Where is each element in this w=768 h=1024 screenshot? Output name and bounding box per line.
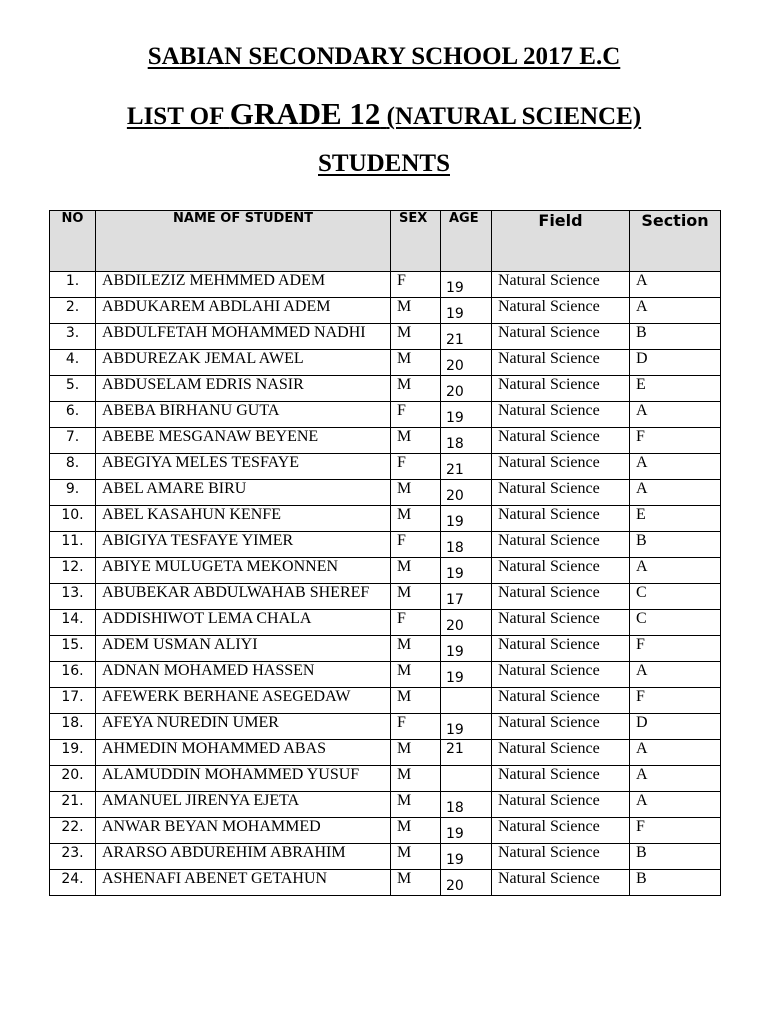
table-row [50, 792, 721, 818]
student-field: Natural Science [492, 376, 630, 402]
student-name: ABDUREZAK JEMAL AWEL [96, 350, 391, 376]
student-field: Natural Science [492, 454, 630, 480]
student-section: F [630, 428, 721, 454]
student-sex: M [391, 662, 441, 688]
student-age: 19 [441, 272, 492, 298]
table-body [50, 272, 721, 896]
student-age: 20 [441, 350, 492, 376]
student-age: 19 [441, 714, 492, 740]
student-field: Natural Science [492, 506, 630, 532]
student-field: Natural Science [492, 636, 630, 662]
student-sex: F [391, 610, 441, 636]
student-table [49, 210, 721, 896]
row-number: 11. [50, 532, 96, 558]
student-name: ABIYE MULUGETA MEKONNEN [96, 558, 391, 584]
student-field: Natural Science [492, 766, 630, 792]
student-age: 17 [441, 584, 492, 610]
student-name: AFEWERK BERHANE ASEGEDAW [96, 688, 391, 714]
student-name: ABUBEKAR ABDULWAHAB SHEREF [96, 584, 391, 610]
student-field: Natural Science [492, 272, 630, 298]
student-name: ARARSO ABDUREHIM ABRAHIM [96, 844, 391, 870]
student-age: 19 [441, 844, 492, 870]
student-name: ADNAN MOHAMED HASSEN [96, 662, 391, 688]
student-age: 21 [441, 740, 492, 766]
student-field: Natural Science [492, 298, 630, 324]
student-name: ABDUSELAM EDRIS NASIR [96, 376, 391, 402]
student-field: Natural Science [492, 350, 630, 376]
student-name: ABEGIYA MELES TESFAYE [96, 454, 391, 480]
table-row [50, 636, 721, 662]
row-number: 15. [50, 636, 96, 662]
row-number: 14. [50, 610, 96, 636]
student-field: Natural Science [492, 584, 630, 610]
table-row [50, 610, 721, 636]
student-name: AMANUEL JIRENYA EJETA [96, 792, 391, 818]
row-number: 12. [50, 558, 96, 584]
row-number: 21. [50, 792, 96, 818]
student-sex: M [391, 688, 441, 714]
table-header-row [50, 211, 721, 272]
table-row [50, 766, 721, 792]
header-field: Field [492, 211, 630, 272]
student-age: 19 [441, 298, 492, 324]
student-name: ANWAR BEYAN MOHAMMED [96, 818, 391, 844]
student-sex: M [391, 870, 441, 896]
student-section: D [630, 350, 721, 376]
student-name: ABEBE MESGANAW BEYENE [96, 428, 391, 454]
student-age: 18 [441, 532, 492, 558]
student-section: C [630, 610, 721, 636]
student-field: Natural Science [492, 818, 630, 844]
header-sex: SEX [391, 211, 441, 272]
row-number: 7. [50, 428, 96, 454]
student-section: D [630, 714, 721, 740]
row-number: 24. [50, 870, 96, 896]
student-age: 19 [441, 662, 492, 688]
row-number: 3. [50, 324, 96, 350]
stream-label: (NATURAL SCIENCE) [386, 103, 642, 130]
student-name: ABDILEZIZ MEHMMED ADEM [96, 272, 391, 298]
table-row [50, 870, 721, 896]
student-age: 19 [441, 558, 492, 584]
table-row [50, 298, 721, 324]
student-sex: M [391, 298, 441, 324]
student-section: B [630, 532, 721, 558]
row-number: 22. [50, 818, 96, 844]
table-row [50, 506, 721, 532]
student-sex: F [391, 532, 441, 558]
row-number: 1. [50, 272, 96, 298]
student-sex: M [391, 740, 441, 766]
table-row [50, 584, 721, 610]
student-section: F [630, 636, 721, 662]
student-age: 20 [441, 610, 492, 636]
student-section: A [630, 454, 721, 480]
row-number: 2. [50, 298, 96, 324]
student-field: Natural Science [492, 844, 630, 870]
student-name: ABEBA BIRHANU GUTA [96, 402, 391, 428]
student-age: 19 [441, 402, 492, 428]
row-number: 6. [50, 402, 96, 428]
student-field: Natural Science [492, 428, 630, 454]
row-number: 4. [50, 350, 96, 376]
student-field: Natural Science [492, 610, 630, 636]
row-number: 20. [50, 766, 96, 792]
table-row [50, 376, 721, 402]
student-sex: M [391, 792, 441, 818]
student-name: ABEL KASAHUN KENFE [96, 506, 391, 532]
grade-label: GRADE 12 [229, 96, 381, 131]
list-prefix: LIST OF [126, 103, 224, 130]
table-row [50, 714, 721, 740]
table-row [50, 818, 721, 844]
student-name: ABIGIYA TESFAYE YIMER [96, 532, 391, 558]
student-name: ABDULFETAH MOHAMMED NADHI [96, 324, 391, 350]
student-section: A [630, 740, 721, 766]
table-row [50, 402, 721, 428]
row-number: 16. [50, 662, 96, 688]
student-age: 19 [441, 818, 492, 844]
student-field: Natural Science [492, 480, 630, 506]
student-field: Natural Science [492, 558, 630, 584]
row-number: 8. [50, 454, 96, 480]
table-row [50, 324, 721, 350]
student-sex: M [391, 558, 441, 584]
header-section: Section [630, 211, 721, 272]
student-section: E [630, 376, 721, 402]
row-number: 19. [50, 740, 96, 766]
student-sex: M [391, 376, 441, 402]
student-sex: M [391, 428, 441, 454]
student-section: A [630, 662, 721, 688]
student-age: 20 [441, 480, 492, 506]
student-sex: M [391, 818, 441, 844]
student-sex: M [391, 766, 441, 792]
student-section: C [630, 584, 721, 610]
student-section: A [630, 792, 721, 818]
student-age: 21 [441, 454, 492, 480]
header-no: NO [50, 211, 96, 272]
student-sex: M [391, 584, 441, 610]
student-name: ADDISHIWOT LEMA CHALA [96, 610, 391, 636]
table-row [50, 454, 721, 480]
student-name: ABEL AMARE BIRU [96, 480, 391, 506]
student-section: B [630, 844, 721, 870]
student-section: A [630, 558, 721, 584]
list-title [0, 96, 768, 132]
student-name: AHMEDIN MOHAMMED ABAS [96, 740, 391, 766]
student-field: Natural Science [492, 402, 630, 428]
table-row [50, 532, 721, 558]
student-section: F [630, 688, 721, 714]
student-field: Natural Science [492, 792, 630, 818]
table-row [50, 350, 721, 376]
student-section: A [630, 766, 721, 792]
student-age [441, 688, 492, 714]
row-number: 9. [50, 480, 96, 506]
student-section: F [630, 818, 721, 844]
student-sex: F [391, 454, 441, 480]
table-row [50, 558, 721, 584]
row-number: 13. [50, 584, 96, 610]
student-name: ADEM USMAN ALIYI [96, 636, 391, 662]
table-row [50, 480, 721, 506]
list-subtitle: STUDENTS [318, 150, 450, 177]
student-sex: M [391, 844, 441, 870]
table-row [50, 272, 721, 298]
student-section: A [630, 272, 721, 298]
student-field: Natural Science [492, 740, 630, 766]
student-field: Natural Science [492, 324, 630, 350]
student-age: 21 [441, 324, 492, 350]
student-age: 18 [441, 792, 492, 818]
student-field: Natural Science [492, 662, 630, 688]
row-number: 5. [50, 376, 96, 402]
header-age: AGE [441, 211, 492, 272]
table-row [50, 740, 721, 766]
student-sex: M [391, 636, 441, 662]
student-sex: F [391, 402, 441, 428]
header-name: NAME OF STUDENT [96, 211, 391, 272]
row-number: 18. [50, 714, 96, 740]
student-name: ASHENAFI ABENET GETAHUN [96, 870, 391, 896]
student-field: Natural Science [492, 870, 630, 896]
student-sex: M [391, 480, 441, 506]
student-name: AFEYA NUREDIN UMER [96, 714, 391, 740]
school-title: SABIAN SECONDARY SCHOOL 2017 E.C [147, 43, 621, 70]
student-field: Natural Science [492, 688, 630, 714]
student-section: E [630, 506, 721, 532]
row-number: 23. [50, 844, 96, 870]
student-sex: M [391, 350, 441, 376]
student-age: 19 [441, 506, 492, 532]
student-field: Natural Science [492, 714, 630, 740]
table-row [50, 428, 721, 454]
student-age: 20 [441, 376, 492, 402]
student-field: Natural Science [492, 532, 630, 558]
student-age: 18 [441, 428, 492, 454]
student-age: 20 [441, 870, 492, 896]
table-row [50, 662, 721, 688]
table-row [50, 688, 721, 714]
table-row [50, 844, 721, 870]
student-name: ABDUKAREM ABDLAHI ADEM [96, 298, 391, 324]
student-sex: M [391, 324, 441, 350]
student-name: ALAMUDDIN MOHAMMED YUSUF [96, 766, 391, 792]
row-number: 17. [50, 688, 96, 714]
student-sex: F [391, 272, 441, 298]
student-section: A [630, 402, 721, 428]
student-section: B [630, 870, 721, 896]
student-sex: M [391, 506, 441, 532]
student-age: 19 [441, 636, 492, 662]
student-section: B [630, 324, 721, 350]
student-sex: F [391, 714, 441, 740]
row-number: 10. [50, 506, 96, 532]
student-age [441, 766, 492, 792]
student-section: A [630, 480, 721, 506]
student-section: A [630, 298, 721, 324]
